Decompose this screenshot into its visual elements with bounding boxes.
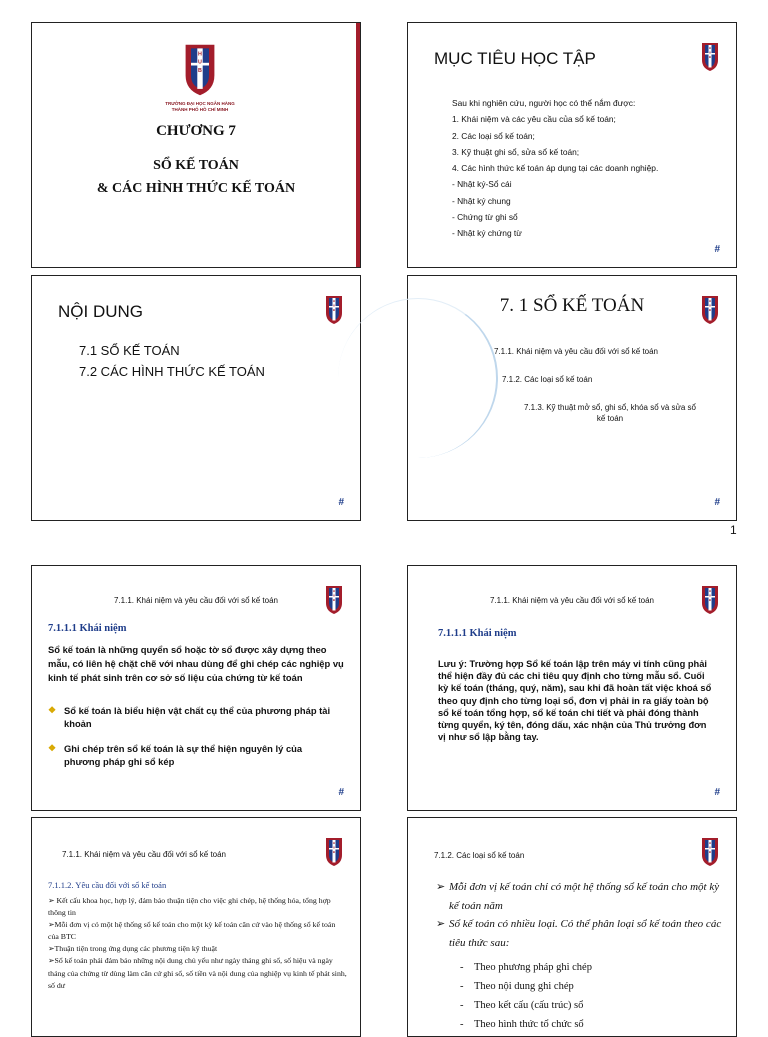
objective-line: - Chứng từ ghi sổ — [452, 212, 518, 223]
diamond-bullet-icon: ❖ — [48, 743, 57, 753]
slide-title: 7. 1 SỔ KẾ TOÁN — [499, 295, 645, 316]
arrow-item — [436, 915, 726, 952]
university-name-line1: TRƯỜNG ĐẠI HỌC NGÂN HÀNG — [165, 101, 235, 106]
slide-header: 7.1.2. Các loại sổ kế toán — [434, 851, 525, 860]
slide-contents — [31, 275, 361, 521]
contents-item: 7.2 CÁC HÌNH THỨC KẾ TOÁN — [79, 364, 265, 379]
classification-item: - Theo hình thức tổ chức sổ — [460, 1015, 592, 1034]
arrow-item-text: Sổ kế toán có nhiều loại. Có thể phân loại sổ kế toán theo các tiêu thức sau: — [449, 918, 722, 950]
bullet-text: Sổ kế toán là biểu hiện vật chất cụ thể của phương pháp tài khoản — [64, 705, 331, 729]
chapter-title: CHƯƠNG 7 — [156, 123, 236, 139]
arrow-bullet-icon: ➢ — [436, 918, 446, 931]
slide-number: # — [714, 497, 720, 508]
section-item: 7.1.1. Khái niệm và yêu cầu đối với sổ kế toán — [494, 347, 659, 356]
note-paragraph — [438, 658, 716, 743]
objective-line: 3. Kỹ thuật ghi sổ, sửa sổ kế toán; — [452, 146, 580, 157]
slide-accent-bar — [356, 23, 360, 267]
arrow-item-text: Mỗi đơn vị kế toán chỉ có một hệ thống sổ kế toán cho một kỳ kế toán năm — [449, 881, 720, 912]
slide-title — [31, 22, 361, 268]
contents-item: 7.1 SỔ KẾ TOÁN — [79, 343, 180, 358]
slide-objectives — [407, 22, 737, 268]
objective-line: 1. Khái niệm và các yêu cầu của sổ kế toán; — [452, 114, 616, 125]
bullet-item — [48, 704, 338, 730]
objective-line: - Nhật ký chung — [452, 195, 511, 206]
university-logo-icon — [700, 836, 720, 868]
slide-title: MỤC TIÊU HỌC TẬP — [434, 49, 596, 68]
section-item: 7.1.3. Kỹ thuật mở sổ, ghi sổ, khóa sổ và sửa sổ kế toán — [523, 403, 697, 423]
classification-item: - Theo phương pháp ghi chép — [460, 958, 592, 977]
university-name — [152, 101, 248, 113]
slide-header: 7.1.1. Khái niệm và yêu cầu đối với sổ kế toán — [113, 596, 278, 605]
university-logo-icon — [182, 43, 218, 97]
requirement-line: ➢Sổ kế toán phải đảm bảo những nội dung chủ yếu như ngày tháng ghi sổ, số hiệu và ngày tháng của chứng từ dùng làm căn cứ ghi sổ, số tiền và nội dung của nghiệp vụ kinh tế phát sinh, số dư — [48, 956, 347, 990]
university-logo-icon — [324, 294, 344, 326]
slide-number: # — [714, 787, 720, 798]
chapter-subtitle-line1: SỔ KẾ TOÁN — [153, 158, 239, 173]
objective-line: 4. Các hình thức kế toán áp dụng tại các doanh nghiệp. — [452, 163, 659, 174]
classification-item: - Theo nội dung ghi chép — [460, 977, 592, 996]
objective-line: - Nhật ký-Sổ cái — [452, 179, 512, 190]
arrow-item — [436, 878, 726, 915]
classification-item: - Theo kết cấu (cấu trúc) sổ — [460, 996, 592, 1015]
slide-subtitle: 7.1.1.1 Khái niệm — [438, 628, 517, 639]
university-logo-icon — [324, 836, 344, 868]
slide-subtitle: 7.1.1.1 Khái niệm — [48, 623, 127, 634]
diamond-bullet-icon: ❖ — [48, 705, 57, 715]
slide-note — [407, 565, 737, 811]
concept-paragraph: Sổ kế toán là những quyển sổ hoặc tờ sổ được xây dựng theo mẫu, có liên hệ chặt chẽ với nhau dùng để ghi chép các nghiệp vụ kinh tế phát sinh trên cơ sở số liệu của chứng từ kế toán — [48, 644, 344, 683]
ledger-types-body — [436, 878, 726, 953]
slide-ledger-types — [407, 817, 737, 1037]
requirements-list — [48, 895, 348, 992]
slide-requirements — [31, 817, 361, 1037]
objective-line: - Nhật ký chứng từ — [452, 228, 522, 239]
slide-header: 7.1.1. Khái niệm và yêu cầu đối với sổ kế toán — [489, 596, 654, 605]
requirement-line: ➢ Kết cấu khoa học, hợp lý, đảm bảo thuận tiện cho việc ghi chép, hệ thống hóa, tổng hợp thông tin — [48, 896, 331, 918]
note-label: Lưu ý: — [438, 659, 467, 669]
university-name-line2: THÀNH PHỐ HỒ CHÍ MINH — [171, 107, 229, 112]
slide-number: # — [338, 787, 344, 798]
page-number: 1 — [730, 523, 737, 537]
note-text: Trường hợp Sổ kế toán lập trên máy vi tính cũng phải thể hiện đầy đủ các chỉ tiêu quy định cho từng mẫu sổ. Cuối kỳ kế toán (tháng, quý, năm), sau khi đã hoàn tất việc khoá sổ theo quy định cho từng loại sổ, đơn vị phải in ra giấy toàn bộ sổ kế toán tổng hợp, sổ kế toán chi tiết và phải đóng thành từng quyển, ký tên, đóng dấu, xác nhận của Thủ trưởng đơn vị như sổ lập bằng tay. — [438, 659, 712, 743]
objectives-list — [452, 95, 658, 242]
requirement-line: ➢Mỗi đơn vị có một hệ thống sổ kế toán cho một kỳ kế toán căn cứ vào hệ thống sổ kế toán của BTC — [48, 920, 336, 942]
contents-list — [79, 340, 265, 382]
requirement-line: ➢Thuận tiện trong ứng dụng các phương tiện kỹ thuật — [48, 944, 218, 954]
slide-section — [407, 275, 737, 521]
classification-list — [460, 958, 592, 1034]
bullet-text: Ghi chép trên sổ kế toán là sự thể hiện nguyên lý của phương pháp ghi sổ kép — [64, 743, 303, 767]
bullet-item — [48, 742, 338, 768]
arrow-bullet-icon: ➢ — [436, 881, 446, 893]
slide-concept — [31, 565, 361, 811]
slide-title: NỘI DUNG — [58, 302, 143, 321]
decorative-arc — [338, 298, 498, 458]
slide-number: # — [338, 497, 344, 508]
objective-line: 2. Các loại sổ kế toán; — [452, 130, 535, 141]
objective-line: Sau khi nghiên cứu, người học có thể nắm được: — [452, 98, 636, 108]
slide-header: 7.1.1. Khái niệm và yêu cầu đối với sổ kế toán — [62, 850, 227, 859]
chapter-subtitle-line2: & CÁC HÌNH THỨC KẾ TOÁN — [96, 181, 296, 196]
slide-subtitle: 7.1.1.2. Yêu cầu đối với sổ kế toán — [48, 880, 167, 890]
slide-number: # — [714, 244, 720, 255]
university-logo-icon — [700, 41, 720, 73]
section-item: 7.1.2. Các loại sổ kế toán — [502, 375, 593, 384]
